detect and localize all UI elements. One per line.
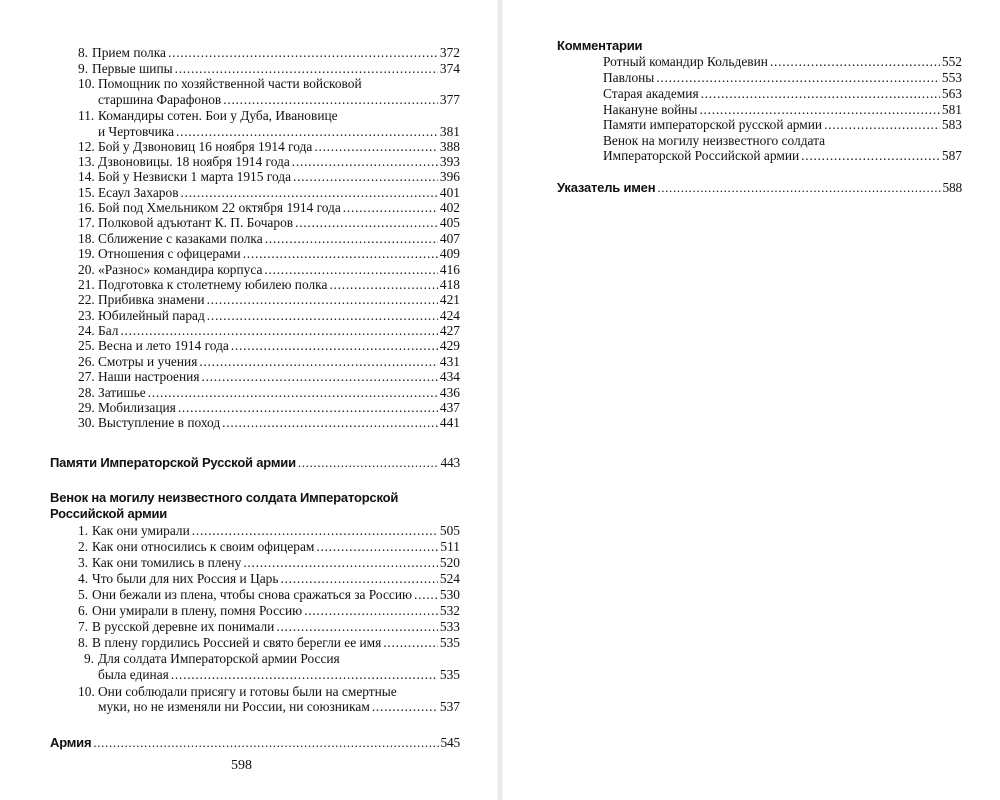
toc-page-number: 377 — [439, 92, 460, 107]
leader-dots — [192, 523, 438, 539]
toc-title: Что были для них Россия и Царь — [92, 571, 279, 586]
toc-title: Они умирали в плену, помня Россию — [92, 603, 303, 618]
toc-page-number: 429 — [439, 338, 460, 353]
toc-entry[interactable] — [78, 154, 460, 170]
toc-page-number: 372 — [439, 45, 460, 60]
toc-entry[interactable] — [603, 86, 962, 102]
leader-dots — [243, 246, 438, 262]
toc-entry[interactable] — [78, 246, 460, 262]
toc-title: Дзвоновицы. 18 ноября 1914 года — [98, 154, 290, 169]
leader-dots — [414, 587, 438, 603]
leader-dots — [223, 92, 438, 108]
toc-entry[interactable] — [78, 571, 460, 587]
toc-page-number: 418 — [439, 277, 460, 292]
leader-dots — [168, 45, 438, 61]
toc-page-number: 427 — [439, 323, 460, 338]
toc-title: В русской деревне их понимали — [92, 619, 275, 634]
toc-page-number: 524 — [439, 571, 460, 586]
toc-entry[interactable] — [78, 619, 460, 635]
toc-page-number: 434 — [439, 369, 460, 384]
toc-number: 10. — [78, 76, 95, 91]
toc-entry[interactable] — [98, 92, 460, 108]
leader-dots — [304, 603, 438, 619]
toc-page-number: 587 — [941, 148, 962, 163]
toc-entry[interactable] — [78, 587, 460, 603]
toc-section-pamyati[interactable] — [50, 455, 460, 471]
toc-page-number: 553 — [941, 70, 962, 85]
toc-page-number: 530 — [439, 587, 460, 602]
toc-page-number: 409 — [439, 246, 460, 261]
toc-number: 19. — [78, 246, 95, 261]
toc-title: Павлоны — [603, 70, 655, 85]
leader-dots — [314, 139, 438, 155]
toc-entry[interactable] — [78, 277, 460, 293]
toc-entry[interactable] — [603, 70, 962, 86]
toc-number: 25. — [78, 338, 95, 353]
leader-dots — [199, 354, 438, 370]
toc-page-number: 535 — [439, 635, 460, 650]
toc-number: 8. — [78, 45, 89, 60]
toc-number: 22. — [78, 292, 95, 307]
leader-dots — [265, 231, 438, 247]
toc-number: 26. — [78, 354, 95, 369]
toc-number: 3. — [78, 555, 89, 570]
toc-entry[interactable] — [78, 45, 460, 61]
toc-number: 14. — [78, 169, 95, 184]
toc-title: Для солдата Императорской армии Россия — [98, 651, 340, 666]
toc-page-number: 537 — [439, 699, 460, 714]
toc-title: Командиры сотен. Бои у Дуба, Ивановице — [98, 108, 338, 123]
toc-entry[interactable] — [603, 54, 962, 70]
leader-dots — [383, 635, 438, 651]
toc-title: Бой у Дзвоновиц 16 ноября 1914 года — [98, 139, 313, 154]
leader-dots — [264, 262, 437, 278]
leader-dots — [292, 154, 438, 170]
leader-dots — [824, 117, 940, 133]
toc-entry[interactable] — [78, 231, 460, 247]
toc-number: 12. — [78, 139, 95, 154]
toc-number: 6. — [78, 603, 89, 618]
toc-number: 29. — [78, 400, 95, 415]
toc-page-number: 535 — [439, 667, 460, 682]
toc-entry-first-line[interactable] — [78, 76, 362, 92]
toc-number: 20. — [78, 262, 95, 277]
toc-title: Сближение с казаками полка — [98, 231, 263, 246]
toc-title: Помощник по хозяйственной части войсковой — [98, 76, 362, 91]
toc-number: 8. — [78, 635, 89, 650]
leader-dots — [295, 215, 438, 231]
leader-dots — [207, 292, 438, 308]
toc-entry[interactable] — [78, 215, 460, 231]
toc-title: Есаул Захаров — [98, 185, 179, 200]
leader-dots — [176, 124, 438, 140]
toc-number: 9. — [78, 61, 89, 76]
toc-page-number: 402 — [439, 200, 460, 215]
toc-entry-first-line[interactable] — [78, 651, 340, 667]
toc-title-continuation: и Чертовчика — [98, 124, 175, 139]
leader-dots — [329, 277, 437, 293]
toc-entry[interactable] — [78, 61, 460, 77]
toc-entry[interactable] — [78, 262, 460, 278]
leader-dots — [175, 61, 438, 77]
toc-page-number: 532 — [439, 603, 460, 618]
section-title: Армия — [50, 735, 92, 750]
section-title: Указатель имен — [557, 180, 656, 195]
toc-title: Наши настроения — [98, 369, 200, 384]
toc-page-number: 421 — [439, 292, 460, 307]
leader-dots — [181, 185, 438, 201]
toc-page-number: 393 — [439, 154, 460, 169]
toc-title: Они соблюдали присягу и готовы были на смертные — [98, 684, 397, 699]
toc-title-continuation: Императорской Российской армии — [603, 148, 800, 163]
toc-number: 17. — [78, 215, 95, 230]
toc-page-number: 583 — [941, 117, 962, 132]
toc-title: Прием полка — [92, 45, 166, 60]
leader-dots — [93, 735, 438, 751]
leader-dots — [293, 169, 438, 185]
toc-number: 7. — [78, 619, 89, 634]
toc-page-number: 588 — [942, 180, 962, 195]
toc-entry[interactable] — [603, 148, 962, 164]
leader-dots — [343, 200, 438, 216]
leader-dots — [701, 86, 940, 102]
toc-page-number: 431 — [439, 354, 460, 369]
leader-dots — [656, 70, 940, 86]
toc-number: 15. — [78, 185, 95, 200]
toc-title: Смотры и учения — [98, 354, 198, 369]
leader-dots — [372, 699, 438, 715]
leader-dots — [207, 308, 438, 324]
toc-entry[interactable] — [78, 139, 460, 155]
toc-title: Как они умирали — [92, 523, 190, 538]
toc-number: 16. — [78, 200, 95, 215]
toc-entry[interactable] — [98, 124, 460, 140]
leader-dots — [699, 102, 939, 118]
toc-number: 1. — [78, 523, 89, 538]
toc-page-number: 381 — [439, 124, 460, 139]
toc-entry[interactable] — [78, 400, 460, 416]
toc-entry[interactable] — [603, 102, 962, 118]
toc-entry[interactable] — [78, 185, 460, 201]
toc-title: Подготовка к столетнему юбилею полка — [98, 277, 328, 292]
leader-dots — [222, 415, 438, 431]
toc-entry[interactable] — [78, 200, 460, 216]
toc-title: Юбилейный парад — [98, 308, 205, 323]
toc-page-number: 416 — [439, 262, 460, 277]
section-title: Венок на могилу неизвестного солдата Императорской — [50, 490, 399, 505]
leader-dots — [120, 323, 437, 339]
toc-page-number: 401 — [439, 185, 460, 200]
toc-title: Как они относились к своим офицерам — [92, 539, 315, 554]
toc-page-number: 443 — [440, 455, 460, 470]
toc-number: 9. — [83, 651, 94, 666]
leader-dots — [298, 455, 439, 471]
toc-entry-first-line[interactable] — [78, 108, 338, 124]
toc-title: Затишье — [98, 385, 146, 400]
toc-page-number: 437 — [439, 400, 460, 415]
toc-entry-first-line[interactable]: Венок на могилу неизвестного солдата — [603, 133, 826, 148]
toc-page-number: 563 — [941, 86, 962, 101]
toc-page-number: 505 — [439, 523, 460, 538]
leader-dots — [148, 385, 438, 401]
toc-page-number: 396 — [439, 169, 460, 184]
toc-title: Отношения с офицерами — [98, 246, 241, 261]
toc-title: Памяти императорской русской армии — [603, 117, 823, 132]
toc-entry[interactable] — [78, 369, 460, 385]
toc-page-number: 581 — [941, 102, 962, 117]
toc-title: Как они томились в плену — [92, 555, 242, 570]
leader-dots — [202, 369, 438, 385]
toc-entry[interactable] — [78, 523, 460, 539]
toc-title: Выступление в поход — [98, 415, 221, 430]
toc-page-number: 436 — [439, 385, 460, 400]
toc-title: Старая академия — [603, 86, 699, 101]
toc-entry[interactable] — [78, 308, 460, 324]
toc-title: Бой под Хмельником 22 октября 1914 года — [98, 200, 341, 215]
toc-title: «Разнос» командира корпуса — [98, 262, 263, 277]
toc-page-number: 407 — [439, 231, 460, 246]
toc-page-number: 424 — [439, 308, 460, 323]
toc-number: 28. — [78, 385, 95, 400]
toc-page-number: 405 — [439, 215, 460, 230]
toc-number: 27. — [78, 369, 95, 384]
toc-number: 5. — [78, 587, 89, 602]
toc-number: 2. — [78, 539, 89, 554]
leader-dots — [231, 338, 438, 354]
toc-page-number: 374 — [439, 61, 460, 76]
leader-dots — [171, 667, 438, 683]
toc-title: Ротный командир Кольдевин — [603, 54, 768, 69]
toc-page-number: 441 — [439, 415, 460, 430]
section-title: Памяти Императорской Русской армии — [50, 455, 296, 470]
toc-title-continuation: муки, но не изменяли ни России, ни союзникам — [98, 699, 370, 714]
toc-entry[interactable] — [603, 117, 962, 133]
toc-entry[interactable] — [78, 555, 460, 571]
toc-page-number: 533 — [439, 619, 460, 634]
toc-page-number: 545 — [440, 735, 460, 750]
toc-number: 13. — [78, 154, 95, 169]
toc-number: 30. — [78, 415, 95, 430]
toc-title: Бал — [98, 323, 119, 338]
toc-number: 21. — [78, 277, 95, 292]
toc-number: 18. — [78, 231, 95, 246]
toc-title: Накануне войны — [603, 102, 698, 117]
toc-title-continuation: была единая — [98, 667, 169, 682]
toc-title: Первые шипы — [92, 61, 173, 76]
toc-entry[interactable] — [78, 603, 460, 619]
toc-page-number: 520 — [439, 555, 460, 570]
leader-dots — [178, 400, 438, 416]
toc-page-number: 388 — [439, 139, 460, 154]
section-title-kommentarii: Комментарии — [557, 38, 643, 53]
leader-dots — [316, 539, 438, 555]
toc-title: В плену гордились Россией и свято берегли ее имя — [92, 635, 382, 650]
toc-section-armiya[interactable] — [50, 735, 460, 751]
right-page — [500, 0, 1000, 800]
toc-entry[interactable] — [78, 323, 460, 339]
toc-title-continuation: старшина Фарафонов — [98, 92, 222, 107]
toc-title: Весна и лето 1914 года — [98, 338, 229, 353]
toc-entry[interactable] — [78, 292, 460, 308]
toc-page-number: 552 — [941, 54, 962, 69]
toc-entry[interactable] — [98, 667, 460, 683]
toc-title: Прибивка знамени — [98, 292, 205, 307]
toc-number: 23. — [78, 308, 95, 323]
toc-title: Бой у Незвиски 1 марта 1915 года — [98, 169, 292, 184]
toc-entry[interactable] — [78, 169, 460, 185]
toc-title: Мобилизация — [98, 400, 176, 415]
toc-entry[interactable] — [78, 539, 460, 555]
leader-dots — [657, 180, 940, 196]
leader-dots — [801, 148, 940, 164]
toc-title: Полковой адъютант К. П. Бочаров — [98, 215, 294, 230]
toc-entry[interactable] — [78, 338, 460, 354]
toc-entry[interactable] — [78, 635, 460, 651]
toc-section-ukazatel[interactable] — [557, 180, 962, 196]
toc-entry[interactable] — [78, 385, 460, 401]
section-title-continuation: Российской армии — [50, 506, 168, 521]
toc-title: Они бежали из плена, чтобы снова сражаться за Россию — [92, 587, 413, 602]
leader-dots — [280, 571, 437, 587]
toc-entry[interactable] — [98, 699, 460, 715]
leader-dots — [243, 555, 438, 571]
toc-number: 4. — [78, 571, 89, 586]
toc-number: 11. — [78, 108, 95, 123]
toc-page-number: 511 — [440, 539, 460, 554]
leader-dots — [276, 619, 438, 635]
toc-number: 10. — [78, 684, 95, 699]
toc-entry-first-line[interactable] — [78, 684, 397, 700]
toc-number: 24. — [78, 323, 95, 338]
toc-entry[interactable] — [78, 354, 460, 370]
leader-dots — [770, 54, 940, 70]
toc-entry[interactable] — [78, 415, 460, 431]
page-number-folio: 598 — [231, 758, 252, 773]
